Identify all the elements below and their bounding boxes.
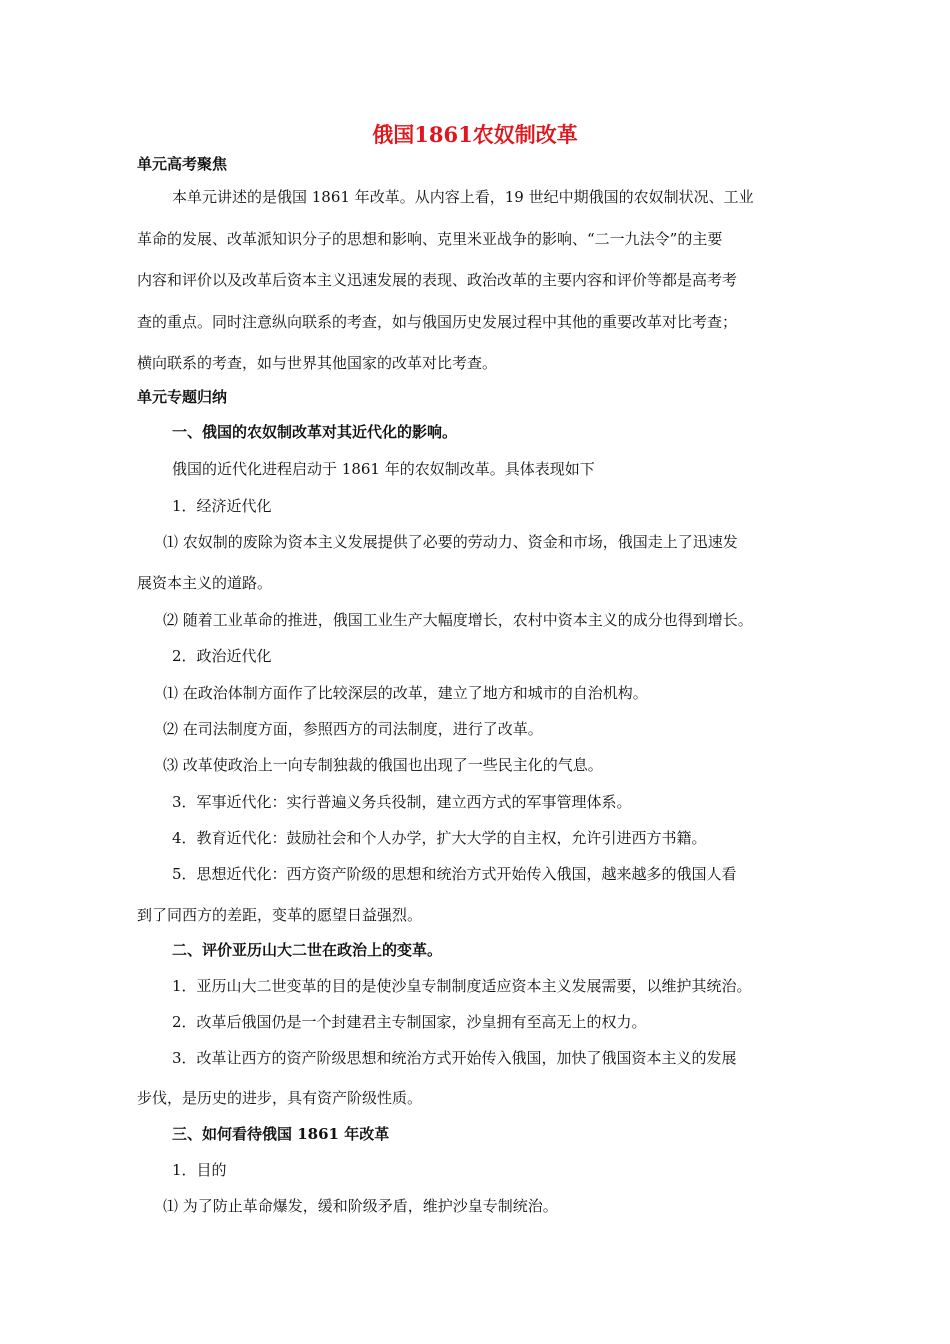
paragraph-line: 查的重点。同时注意纵向联系的考查，如与俄国历史发展过程中其他的重要改革对比考查； <box>137 313 738 331</box>
list-item: 4．教育近代化：鼓励社会和个人办学，扩大大学的自主权，允许引进西方书籍。 <box>172 829 707 847</box>
subheading-1: 一、俄国的农奴制改革对其近代化的影响。 <box>172 423 458 441</box>
paragraph-line: 本单元讲述的是俄国 1861 年改革。从内容上看，19 世纪中期俄国的农奴制状况、工业 <box>172 188 754 206</box>
list-item-continuation: 到了同西方的差距，变革的愿望日益强烈。 <box>137 906 423 924</box>
list-item: 2．改革后俄国仍是一个封建君主专制国家，沙皇拥有至高无上的权力。 <box>172 1013 647 1031</box>
subheading-3: 三、如何看待俄国 1861 年改革 <box>172 1125 390 1143</box>
list-item: ⑴ 为了防止革命爆发，缓和阶级矛盾，维护沙皇专制统治。 <box>163 1197 558 1215</box>
list-item: ⑶ 改革使政治上一向专制独裁的俄国也出现了一些民主化的气息。 <box>163 756 603 774</box>
list-item: 3．改革让西方的资产阶级思想和统治方式开始传入俄国，加快了俄国资本主义的发展 <box>172 1049 737 1067</box>
paragraph-line: 内容和评价以及改革后资本主义迅速发展的表现、政治改革的主要内容和评价等都是高考考 <box>137 271 738 289</box>
list-item: ⑵ 随着工业革命的推进，俄国工业生产大幅度增长，农村中资本主义的成分也得到增长。 <box>163 611 753 629</box>
list-item-continuation: 步伐，是历史的进步，具有资产阶级性质。 <box>137 1089 423 1107</box>
paragraph-line: 横向联系的考查，如与世界其他国家的改革对比考查。 <box>137 354 498 372</box>
list-item: ⑵ 在司法制度方面，参照西方的司法制度，进行了改革。 <box>163 720 543 738</box>
section-heading-summary: 单元专题归纳 <box>137 388 228 406</box>
list-label: 1．目的 <box>172 1161 227 1179</box>
list-item: ⑴ 在政治体制方面作了比较深层的改革，建立了地方和城市的自治机构。 <box>163 684 648 702</box>
section-heading-focus: 单元高考聚焦 <box>137 155 228 173</box>
list-label: 2．政治近代化 <box>172 647 272 665</box>
list-item: 3．军事近代化：实行普遍义务兵役制，建立西方式的军事管理体系。 <box>172 793 632 811</box>
paragraph-line: 革命的发展、改革派知识分子的思想和影响、克里米亚战争的影响、“二一九法令”的主要 <box>137 230 723 248</box>
list-item-continuation: 展资本主义的道路。 <box>137 574 273 592</box>
list-label: 1．经济近代化 <box>172 497 272 515</box>
intro-text: 俄国的近代化进程启动于 1861 年的农奴制改革。具体表现如下 <box>172 460 595 478</box>
list-item: ⑴ 农奴制的废除为资本主义发展提供了必要的劳动力、资金和市场，俄国走上了迅速发 <box>163 533 738 551</box>
list-item: 5．思想近代化：西方资产阶级的思想和统治方式开始传入俄国，越来越多的俄国人看 <box>172 865 737 883</box>
list-item: 1．亚历山大二世变革的目的是使沙皇专制制度适应资本主义发展需要，以维护其统治。 <box>172 977 752 995</box>
document-title: 俄国1861农奴制改革 <box>372 122 578 147</box>
subheading-2: 二、评价亚历山大二世在政治上的变革。 <box>172 941 443 959</box>
